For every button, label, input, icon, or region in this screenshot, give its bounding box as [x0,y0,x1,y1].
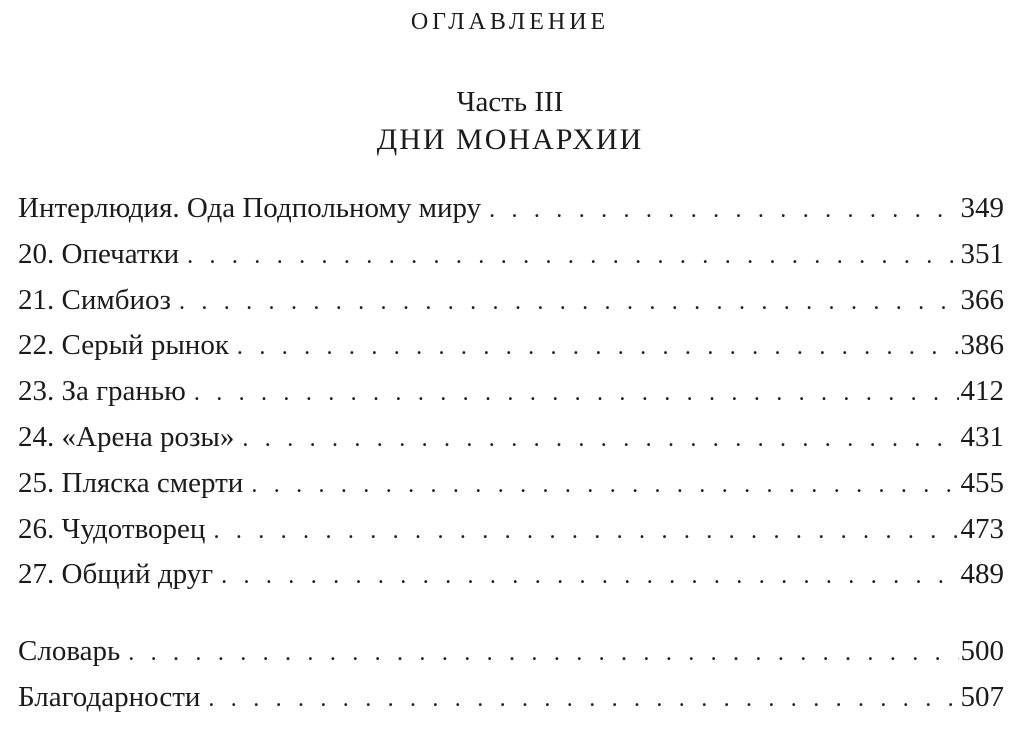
dot-leader [242,417,958,462]
toc-entry-page-number: 431 [960,420,1004,453]
toc-entry [18,675,1004,721]
toc-entry-title: 24. «Арена розы» [18,420,235,453]
toc-entry [18,507,1004,553]
toc-entry-page-number: 351 [960,237,1004,270]
running-head: ОГЛАВЛЕНИЕ [410,9,610,35]
table-of-contents-back-matter [18,629,1004,721]
toc-entry-page-number: 366 [960,283,1004,316]
dot-leader [179,280,959,325]
toc-entry-title: Словарь [18,635,121,667]
toc-entry-title: 23. За гранью [18,375,186,408]
toc-entry-page-number: 349 [960,192,1004,224]
toc-entry-page-number: 507 [960,681,1004,713]
dot-leader [237,325,959,370]
toc-entry [18,323,1004,369]
dot-leader [187,234,958,279]
toc-entry-page-number: 386 [960,329,1004,362]
dot-leader [213,509,958,554]
toc-entry [18,369,1004,415]
dot-leader [194,371,959,416]
toc-entry [18,552,1004,598]
toc-entry-page-number: 473 [960,512,1004,545]
table-of-contents-main [18,186,1004,598]
toc-entry [18,629,1004,675]
toc-entry-page-number: 500 [960,635,1004,667]
part-title: ДНИ МОНАРХИИ [376,123,644,156]
dot-leader [128,631,958,676]
toc-entry [18,278,1004,324]
toc-entry [18,232,1004,278]
toc-entry [18,461,1004,507]
toc-entry-title: 26. Чудотворец [18,512,206,545]
dot-leader [489,188,958,233]
dot-leader [208,677,958,722]
toc-entry-title: 25. Пляска смерти [18,466,244,499]
toc-entry-title: Благодарности [18,681,201,713]
toc-entry-title: 20. Опечатки [18,237,180,270]
dot-leader [251,463,958,508]
toc-entry-title: 22. Серый рынок [18,329,229,362]
toc-entry [18,186,1004,232]
toc-entry [18,415,1004,461]
dot-leader [221,554,958,599]
toc-entry-title: Интерлюдия. Ода Подпольному миру [18,192,482,224]
toc-entry-title: 27. Общий друг [18,558,214,591]
toc-entry-title: 21. Симбиоз [18,283,171,316]
toc-entry-page-number: 412 [960,375,1004,408]
toc-entry-page-number: 489 [960,558,1004,591]
part-label: Часть III [456,86,564,118]
toc-entry-page-number: 455 [960,466,1004,499]
